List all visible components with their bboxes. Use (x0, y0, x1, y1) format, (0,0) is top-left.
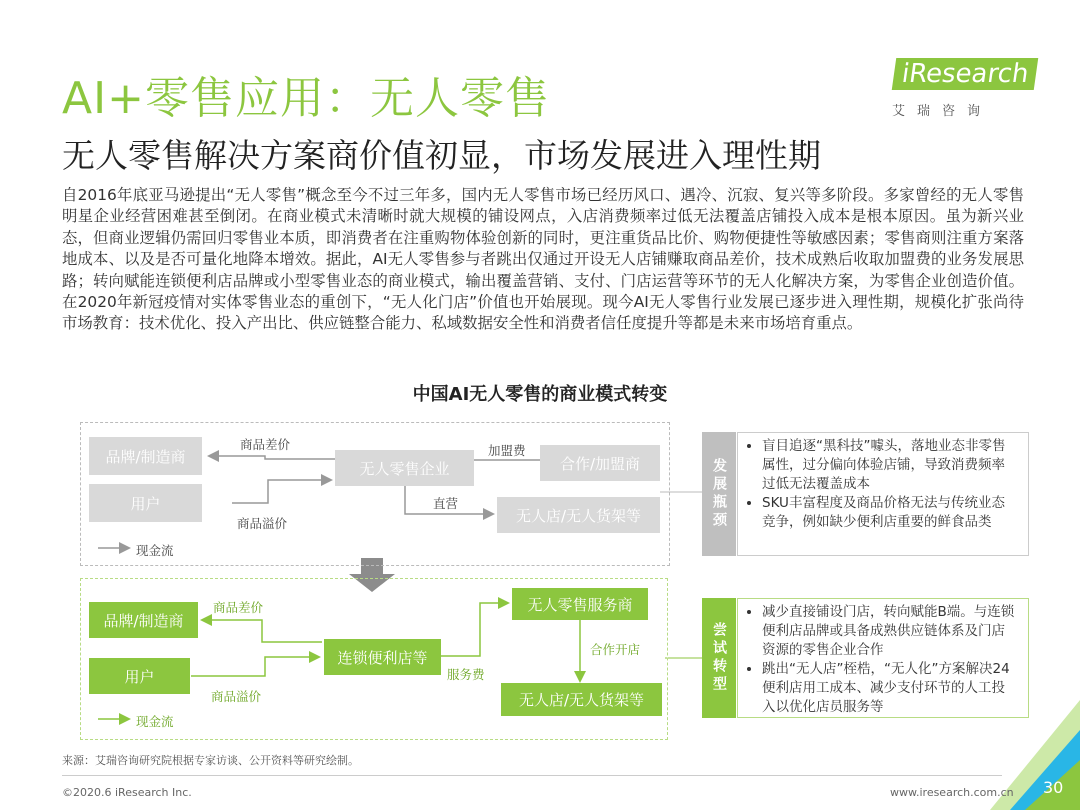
logo-text: iResearch (892, 58, 1039, 90)
logo-chinese: 艾瑞咨询 (892, 104, 993, 119)
diagram-title: 中国AI无人零售的商业模式转变 (412, 384, 668, 405)
website-link[interactable]: www.iresearch.com.cn (890, 786, 1014, 799)
new-provider-box: 无人零售服务商 (512, 588, 648, 620)
old-bullet-2: • SKU丰富程度及商品价格无法与传统业态竞争，例如缺少便利店重要的鲜食品类 (762, 494, 1018, 532)
new-label-premium: 商品溢价 (211, 689, 262, 704)
old-center-box: 无人零售企业 (335, 450, 474, 486)
body-paragraph: 自2016年底亚马逊提出“无人零售”概念至今不过三年多，国内无人零售市场已经历风口、遇冷、沉寂、复兴等多阶段。多家曾经的无人零售明星企业经营困难甚至倒闭。在商业模式未清晰时就大规模的铺设网点，入店消费频率过低无法覆盖店铺投入成本是根本原因。虽为新兴业态，但商业逻辑仍需回归零售业本质，即消费者在注重购物体验创新的同时，更注重货品比价、购物便捷性等敏感因素；零售商则注重方案落地成本、以及是否可量化地降本增效。据此，AI无人零售参与者跳出仅通过开设无人店铺赚取商品差价，技术成熟后收取加盟费的业务发展思路；转向赋能连锁便利店品牌或小型零售业态的商业模式，输出覆盖营销、支付、门店运营等环节的无人化解决方案，为零售企业创造价值。在2020年新冠疫情对实体零售业态的重创下，“无人化门店”价值也开始展现。现今AI无人零售行业发展已逐步进入理性期，规模化扩张尚待市场教育：技术优化、投入产出比、供应链整合能力、私域数据安全性和消费者信任度提升等都是未来市场培育重点。 (62, 186, 1024, 333)
old-side-tag: 发展瓶颈 (702, 432, 736, 556)
old-legend-label: 现金流 (136, 543, 174, 558)
page-subtitle: 无人零售解决方案商价值初显，市场发展进入理性期 (62, 136, 821, 175)
page-number: 30 (1043, 778, 1064, 797)
old-label-direct: 直营 (433, 496, 459, 511)
old-user-box: 用户 (89, 484, 202, 522)
new-center-box: 连锁便利店等 (324, 639, 441, 675)
copyright: ©2020.6 iResearch Inc. (62, 786, 192, 799)
old-label-premium: 商品溢价 (237, 516, 288, 531)
old-label-diff: 商品差价 (240, 437, 291, 452)
footer-divider (62, 775, 1002, 776)
old-bullet-1: • 盲目追逐“黑科技”噱头，落地业态非零售属性，过分偏向体验店铺，导致消费频率过低无法覆盖成本 (762, 437, 1018, 494)
new-bullet-2: • 跳出“无人店”桎梏，“无人化”方案解决24便利店用工成本、减少支付环节的人工投入以优化店员服务等 (762, 660, 1018, 717)
new-user-box: 用户 (89, 658, 190, 694)
old-label-fee: 加盟费 (488, 443, 526, 458)
new-side-box (737, 598, 1029, 718)
new-label-service: 服务费 (447, 667, 485, 682)
new-brand-box: 品牌/制造商 (89, 602, 198, 638)
new-legend-label: 现金流 (136, 714, 174, 729)
new-label-diff: 商品差价 (213, 600, 264, 615)
page-title: AI+零售应用：无人零售 (62, 73, 550, 124)
new-bullet-1: • 减少直接铺设门店，转向赋能B端。与连锁便利店品牌或具备成熟供应链体系及门店资源的零售企业合作 (762, 603, 1018, 660)
new-label-open: 合作开店 (590, 642, 641, 657)
old-brand-box: 品牌/制造商 (89, 437, 202, 475)
new-store-box: 无人店/无人货架等 (501, 683, 662, 716)
old-store-box: 无人店/无人货架等 (497, 497, 660, 533)
source-note: 来源：艾瑞咨询研究院根据专家访谈、公开资料等研究绘制。 (62, 754, 359, 767)
new-side-tag: 尝试转型 (702, 598, 736, 718)
old-partner-box: 合作/加盟商 (540, 445, 660, 481)
old-side-box (737, 432, 1029, 556)
